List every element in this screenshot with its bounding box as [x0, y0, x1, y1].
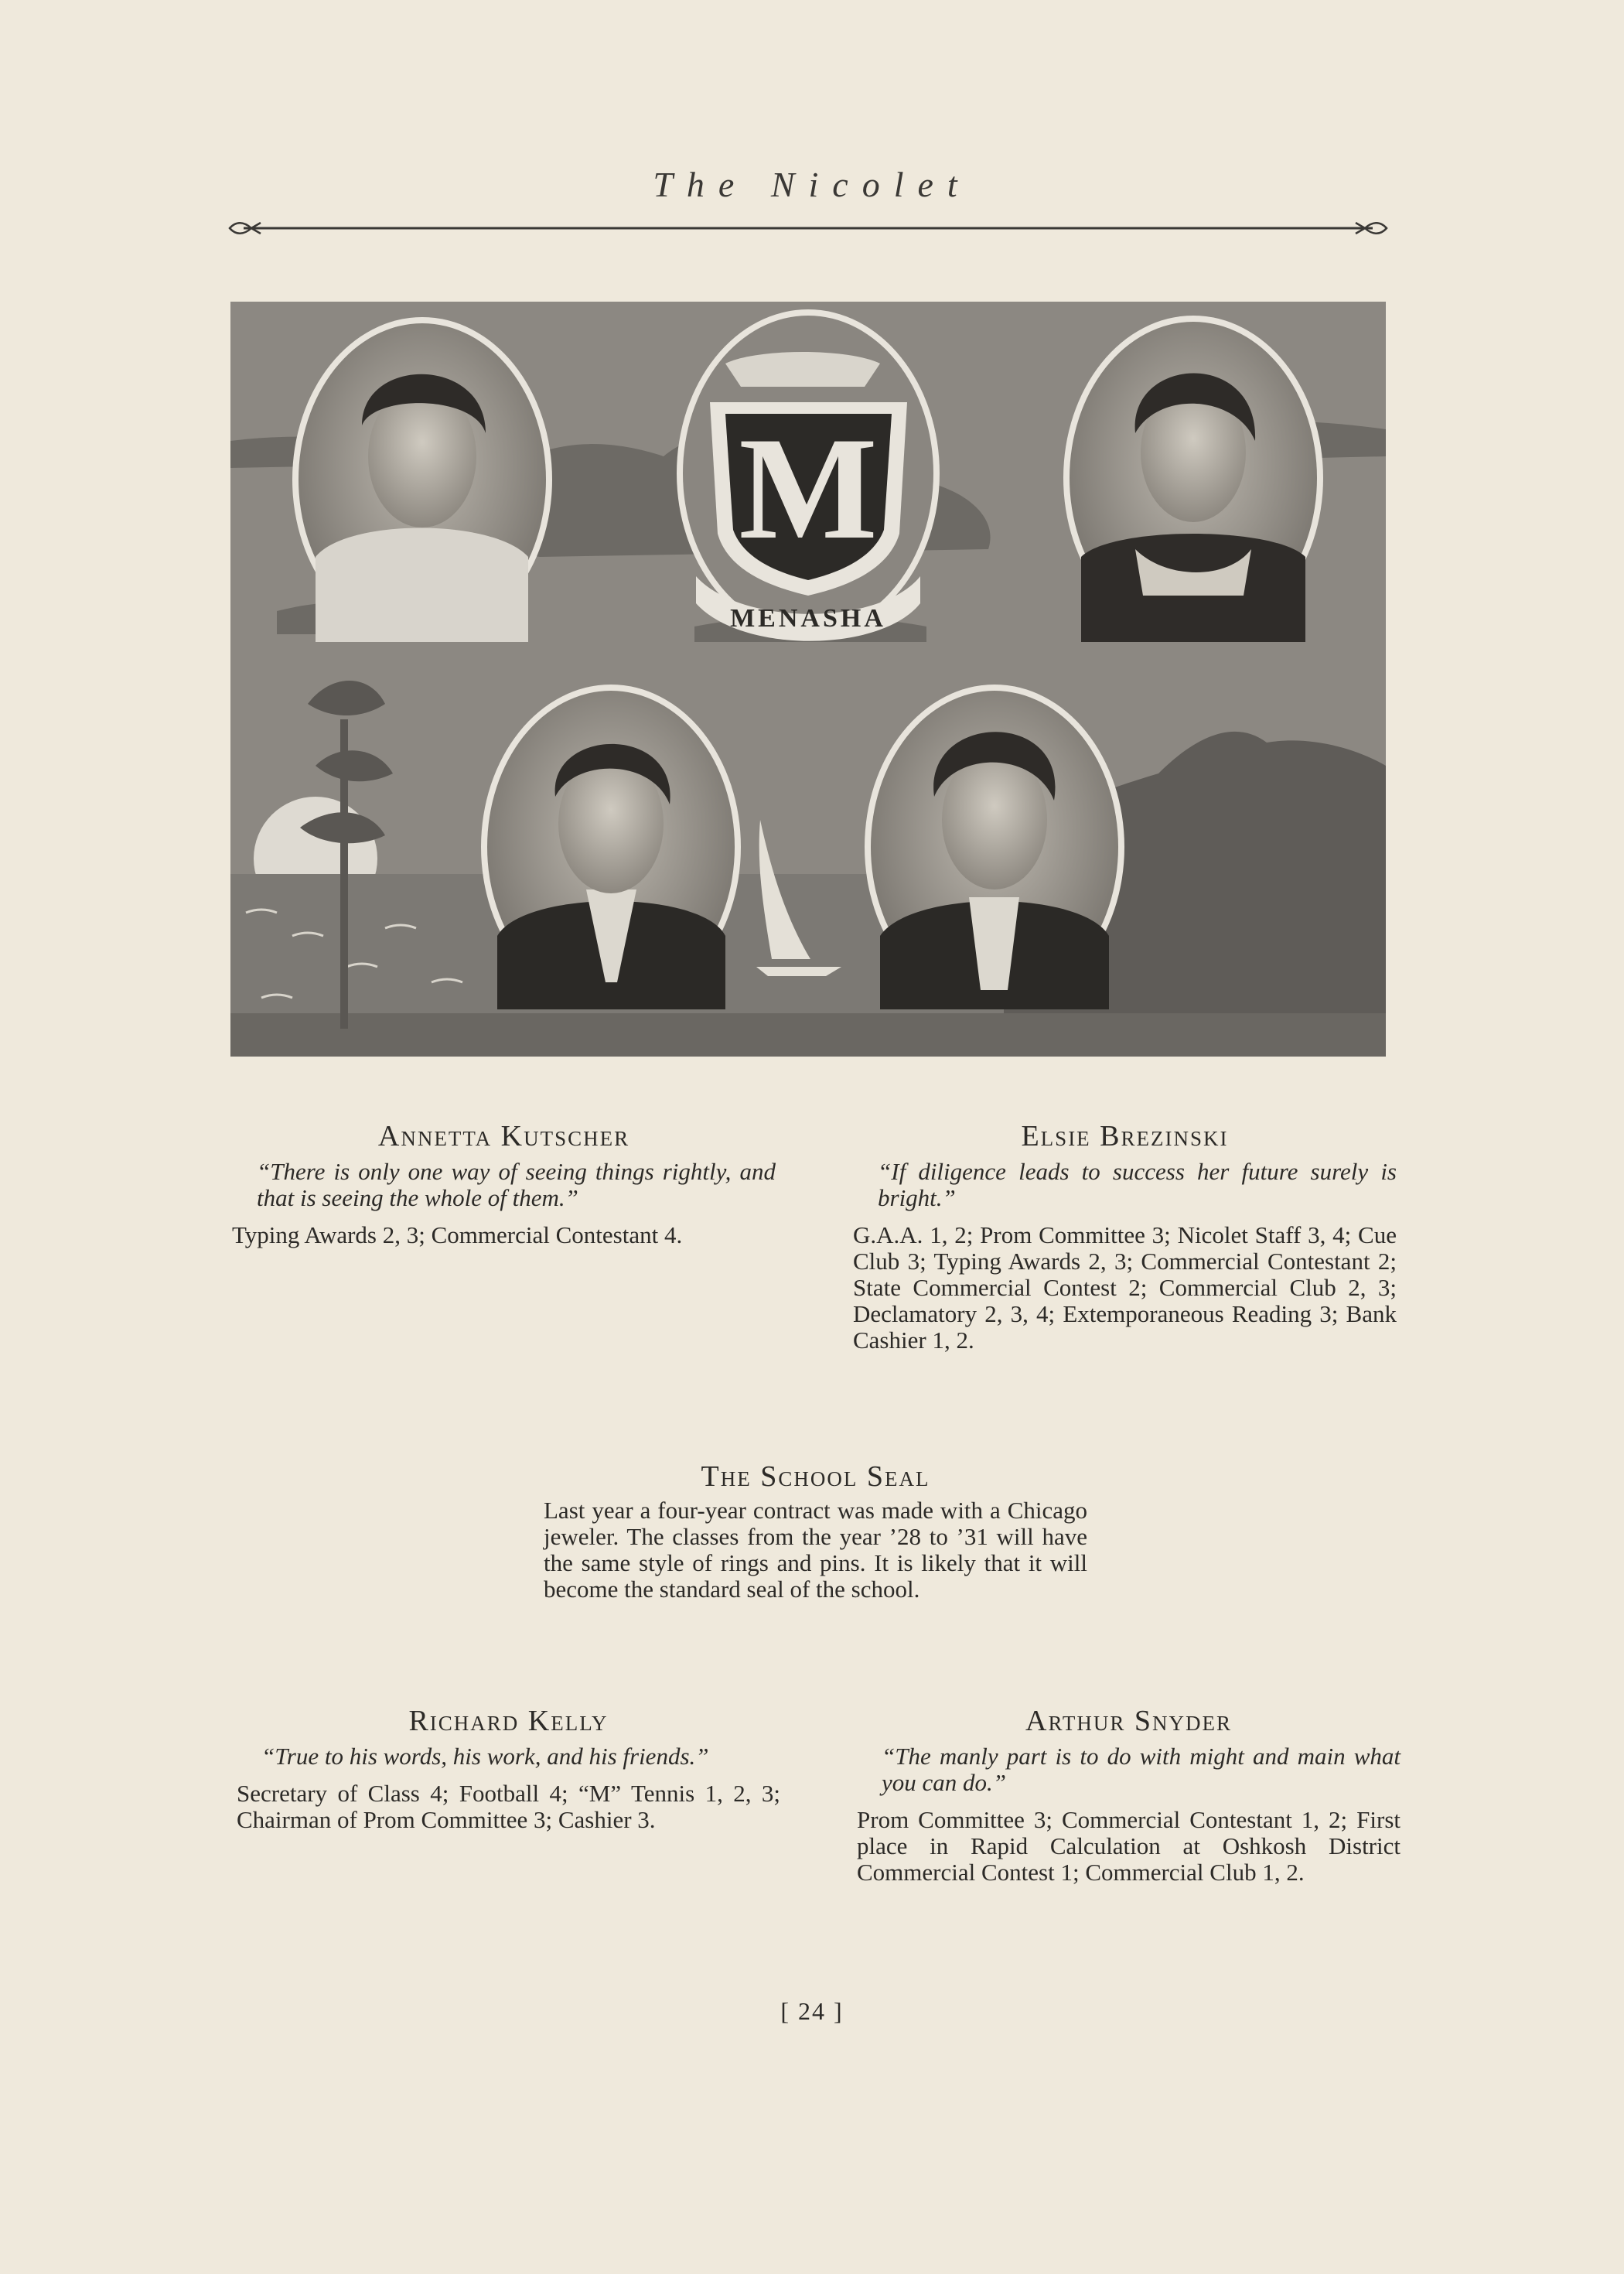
student-name: Arthur Snyder — [1025, 1705, 1232, 1737]
crest-text: MENASHA — [730, 604, 886, 633]
student-name: Elsie Brezinski — [1021, 1120, 1229, 1152]
student-quote: “If diligence leads to success her future surely is bright.” — [878, 1158, 1397, 1211]
bio-richard-kelly — [237, 1705, 780, 1833]
student-record: Typing Awards 2, 3; Commercial Contestant 4. — [232, 1221, 683, 1248]
section-body: Last year a four-year contract was made with a Chicago jeweler. The classes from the year ’28 to ’31 will have the same style of rings and pins. It is likely that it will become the standard seal of the school. — [544, 1497, 1087, 1603]
student-record: G.A.A. 1, 2; Prom Committee 3; Nicolet Staff 3, 4; Cue Club 3; Typing Awards 2, 3; Commercial Contestant 2; State Commercial Contest 2; Commercial Club 2, 3; Declamatory 2, 3, 4; Extemporaneous Reading 3; Bank Cashier 1, 2. — [853, 1221, 1397, 1354]
student-name: Richard Kelly — [408, 1705, 609, 1737]
senior-portrait-panel — [230, 302, 1386, 1057]
portrait-arthur-snyder — [865, 685, 1124, 1009]
school-seal-section — [544, 1460, 1087, 1603]
page-number: [ 24 ] — [780, 1997, 844, 2025]
student-quote: “The manly part is to do with might and main what you can do.” — [882, 1743, 1401, 1796]
running-head-title: The Nicolet — [653, 165, 971, 204]
bio-arthur-snyder — [857, 1705, 1401, 1886]
bio-elsie-brezinski — [853, 1120, 1397, 1354]
student-name: Annetta Kutscher — [377, 1120, 630, 1152]
student-quote: “There is only one way of seeing things rightly, and that is seeing the whole of them.” — [257, 1158, 776, 1211]
bio-annetta-kutscher — [232, 1120, 776, 1248]
svg-text:M: M — [739, 408, 878, 570]
shore — [230, 1013, 1386, 1057]
section-heading: The School Seal — [701, 1460, 930, 1493]
student-record: Secretary of Class 4; Football 4; “M” Tennis 1, 2, 3; Chairman of Prom Committee 3; Cashier 3. — [237, 1780, 780, 1833]
portrait-richard-kelly — [481, 685, 741, 1009]
student-quote: “True to his words, his work, and his friends.” — [261, 1743, 709, 1770]
portrait-elsie-brezinski — [1063, 316, 1323, 642]
portrait-annetta-kutscher — [292, 317, 552, 642]
header-ornamental-rule — [228, 218, 1388, 241]
student-record: Prom Committee 3; Commercial Contestant 1, 2; First place in Rapid Calculation at Oshkosh District Commercial Contest 1; Commercial Club 1, 2. — [857, 1806, 1401, 1886]
